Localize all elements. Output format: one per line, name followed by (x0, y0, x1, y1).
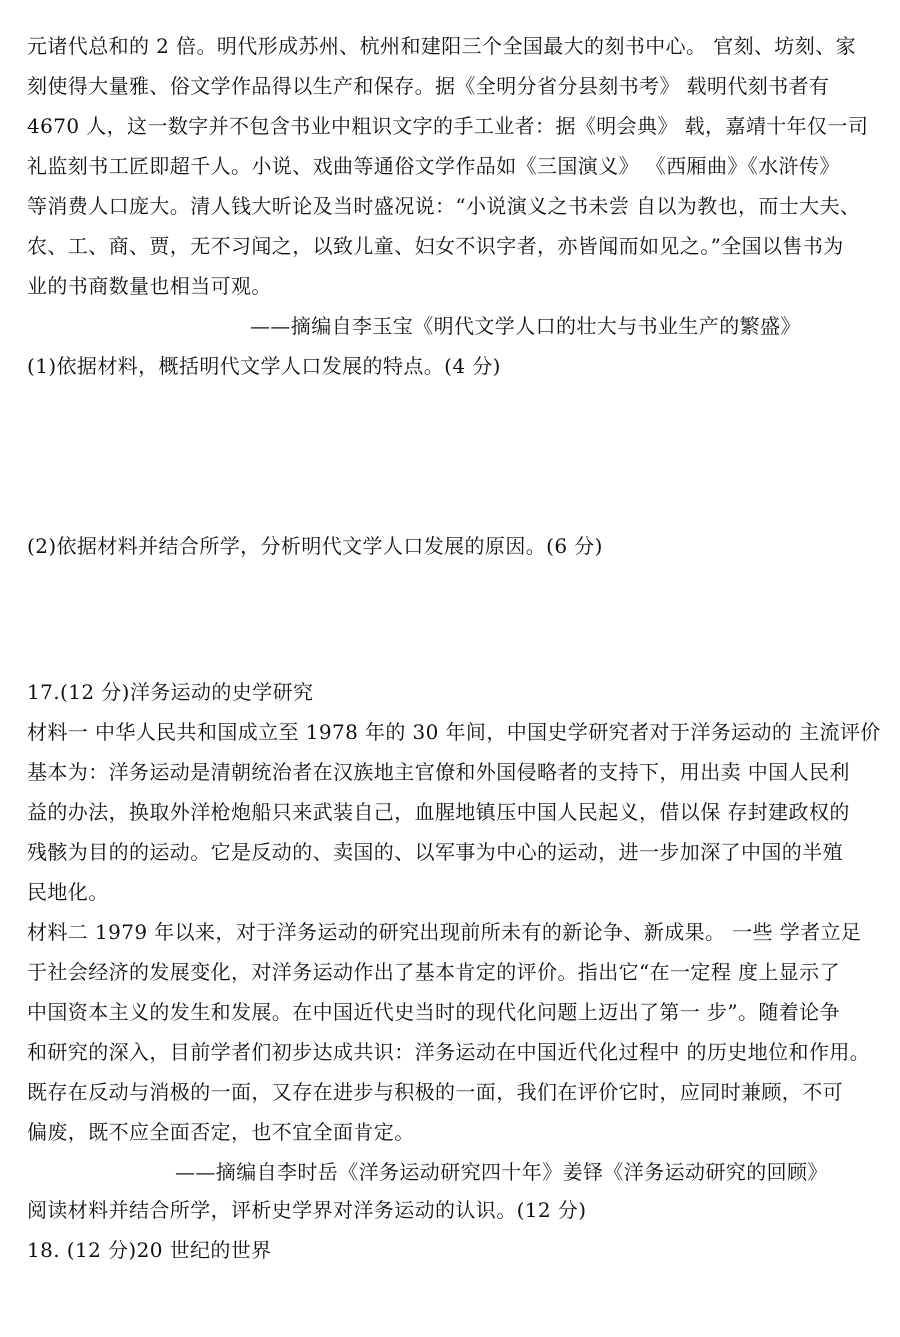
material-line: 材料二 1979 年以来，对于洋务运动的研究出现前所未有的新论争、新成果。 一些 学者立足 (27, 920, 862, 944)
material-line: 基本为：洋务运动是清朝统治者在汉族地主官僚和外国侵略者的支持下，用出卖 中国人民利 (27, 760, 850, 784)
section-heading: 18. (12 分)20 世纪的世界 (27, 1238, 272, 1262)
material-line: 于社会经济的发展变化，对洋务运动作出了基本肯定的评价。指出它“在一定程 度上显示了 (27, 960, 840, 984)
question-1: (1)依据材料，概括明代文学人口发展的特点。(4 分) (27, 354, 501, 378)
question-17: 阅读材料并结合所学，评析史学界对洋务运动的认识。(12 分) (27, 1198, 587, 1222)
material-line: 益的办法，换取外洋枪炮船只来武装自己，血腥地镇压中国人民起义，借以保 存封建政权的 (27, 800, 850, 824)
source-citation: ——摘编自李时岳《洋务运动研究四十年》姜铎《洋务运动研究的回顾》 (175, 1160, 828, 1184)
material-line: 偏废，既不应全面否定，也不宜全面肯定。 (27, 1120, 415, 1144)
material-line: 既存在反动与消极的一面，又存在进步与积极的一面，我们在评价它时，应同时兼顾，不可 (27, 1080, 843, 1104)
paragraph-line: 4670 人，这一数字并不包含书业中粗识文字的手工业者：据《明会典》 载，嘉靖十年仅一司 (27, 114, 869, 138)
section-heading: 17.(12 分)洋务运动的史学研究 (27, 680, 314, 704)
material-line: 残骸为目的的运动。它是反动的、卖国的、以军事为中心的运动，进一步加深了中国的半殖 (27, 840, 843, 864)
paragraph-line: 元诸代总和的 2 倍。明代形成苏州、杭州和建阳三个全国最大的刻书中心。 官刻、坊刻、家 (27, 34, 856, 58)
material-line: 和研究的深入，目前学者们初步达成共识：洋务运动在中国近代化过程中 的历史地位和作用。 (27, 1040, 871, 1064)
paragraph-line: 农、工、商、贾，无不习闻之，以致儿童、妇女不识字者，亦皆闻而如见之。”全国以售书为 (27, 234, 844, 258)
paragraph-line: 等消费人口庞大。清人钱大昕论及当时盛况说：“小说演义之书未尝 自以为教也，而士大夫、 (27, 194, 861, 218)
paragraph-line: 刻使得大量雅、俗文学作品得以生产和保存。据《全明分省分县刻书考》 载明代刻书者有 (27, 74, 830, 98)
question-2: (2)依据材料并结合所学，分析明代文学人口发展的原因。(6 分) (27, 534, 603, 558)
material-line: 中国资本主义的发生和发展。在中国近代史当时的现代化问题上迈出了第一 步”。随着论争 (27, 1000, 840, 1024)
source-citation: ——摘编自李玉宝《明代文学人口的壮大与书业生产的繁盛》 (250, 314, 801, 338)
paragraph-line: 礼监刻书工匠即超千人。小说、戏曲等通俗文学作品如《三国演义》 《西厢曲》《水浒传》 (27, 154, 840, 178)
material-line: 民地化。 (27, 880, 109, 904)
material-line: 材料一 中华人民共和国成立至 1978 年的 30 年间，中国史学研究者对于洋务运动的 主流评价 (27, 720, 881, 744)
paragraph-line: 业的书商数量也相当可观。 (27, 274, 272, 298)
